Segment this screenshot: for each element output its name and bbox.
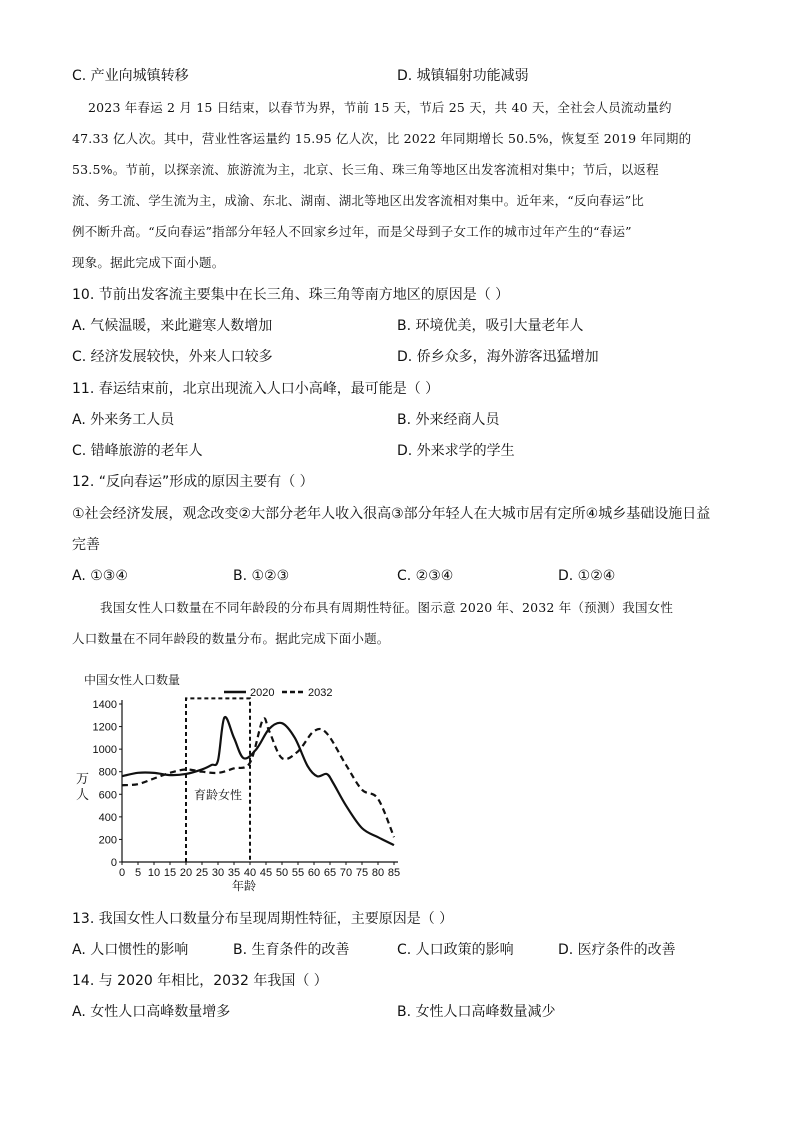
x-tick-label: 10 (147, 867, 161, 879)
q11-stem: 11. 春运结束前，北京出现流入人口小高峰，最可能是（ ） (72, 381, 440, 397)
q9-option-d: D. 城镇辐射功能减弱 (397, 68, 529, 84)
x-tick-label: 55 (291, 867, 305, 879)
x-tick-label: 15 (163, 867, 177, 879)
q12-stem: 12. “反向春运”形成的原因主要有（ ） (72, 474, 314, 490)
legend-label-2020: 2020 (250, 687, 275, 699)
chart-title: 中国女性人口数量 (84, 673, 181, 687)
x-tick-label: 40 (243, 867, 257, 879)
chart-xlabel: 年龄 (232, 879, 257, 893)
q10-option-c: C. 经济发展较快，外来人口较多 (72, 349, 273, 365)
x-tick-label: 60 (307, 867, 321, 879)
q13-option-d: D. 医疗条件的改善 (558, 942, 676, 958)
passage1-line-2: 47.33 亿人次。其中，营业性客运量约 15.95 亿人次，比 2022 年同期增长 50.5%，恢复至 2019 年同期的 (72, 131, 692, 146)
q11-option-b: B. 外来经商人员 (397, 412, 500, 428)
childbearing-age-label: 育龄女性 (193, 787, 243, 802)
chart-axes (93, 699, 401, 879)
passage2-line-2: 人口数量在不同年龄段的数量分布。据此完成下面小题。 (72, 631, 390, 646)
childbearing-age-box (186, 698, 250, 862)
y-tick-label: 800 (98, 766, 117, 779)
q13-option-b: B. 生育条件的改善 (233, 942, 350, 958)
x-tick-label: 75 (355, 867, 369, 879)
x-tick-label: 45 (259, 867, 273, 879)
passage1-line-3: 53.5%。节前，以探亲流、旅游流为主，北京、长三角、珠三角等地区出发客流相对集中；节后，以返程 (72, 162, 659, 177)
female-population-chart (76, 668, 416, 898)
q10-stem: 10. 节前出发客流主要集中在长三角、珠三角等南方地区的原因是（ ） (72, 287, 510, 303)
y-tick-label: 600 (98, 789, 117, 802)
x-tick-label: 0 (118, 867, 126, 879)
q11-option-a: A. 外来务工人员 (72, 412, 175, 428)
q11-option-d: D. 外来求学的学生 (397, 443, 515, 459)
x-tick-label: 5 (134, 867, 142, 879)
x-tick-label: 25 (195, 867, 209, 879)
x-tick-label: 30 (211, 867, 225, 879)
y-tick-label: 1200 (92, 721, 117, 734)
y-tick-label: 200 (98, 834, 117, 847)
q14-option-a: A. 女性人口高峰数量增多 (72, 1004, 231, 1020)
series-line-2032 (122, 718, 394, 837)
y-tick-label: 1400 (92, 699, 117, 711)
q11-option-c: C. 错峰旅游的老年人 (72, 443, 203, 459)
q13-option-a: A. 人口惯性的影响 (72, 942, 189, 958)
chart-marks (122, 698, 394, 862)
q13-stem: 13. 我国女性人口数量分布呈现周期性特征，主要原因是（ ） (72, 911, 454, 927)
chart-ylabel-1: 万 (76, 771, 90, 786)
x-tick-label: 70 (339, 867, 353, 879)
q10-option-b: B. 环境优美，吸引大量老年人 (397, 318, 584, 334)
chart-svg (76, 668, 416, 898)
x-tick-label: 20 (179, 867, 193, 879)
x-tick-label: 50 (275, 867, 289, 879)
q10-option-a: A. 气候温暖，来此避寒人数增加 (72, 318, 273, 334)
x-tick-label: 85 (387, 867, 401, 879)
x-tick-label: 35 (227, 867, 241, 879)
chart-legend (224, 687, 332, 699)
q12-option-d: D. ①②④ (558, 568, 616, 584)
q12-items-line-2: 完善 (72, 537, 100, 553)
q14-stem: 14. 与 2020 年相比，2032 年我国（ ） (72, 973, 328, 989)
x-tick-label: 65 (323, 867, 337, 879)
q12-option-a: A. ①③④ (72, 568, 128, 584)
y-tick-label: 400 (98, 811, 117, 824)
y-tick-label: 1000 (92, 744, 117, 757)
q12-option-b: B. ①②③ (233, 568, 290, 584)
passage1-line-6: 现象。据此完成下面小题。 (72, 255, 225, 270)
q13-option-c: C. 人口政策的影响 (397, 942, 514, 958)
passage1-line-4: 流、务工流、学生流为主，成渝、东北、湖南、湖北等地区出发客流相对集中。近年来，“反向春运”比 (72, 193, 644, 208)
q9-option-c: C. 产业向城镇转移 (72, 68, 189, 84)
q14-option-b: B. 女性人口高峰数量减少 (397, 1004, 556, 1020)
chart-ylabel-2: 人 (76, 787, 90, 802)
q10-option-d: D. 侨乡众多，海外游客迅猛增加 (397, 349, 599, 365)
legend-label-2032: 2032 (308, 687, 333, 699)
passage2-line-1: 我国女性人口数量在不同年龄段的分布具有周期性特征。图示意 2020 年、2032 年（预测）我国女性 (100, 600, 674, 615)
y-tick-label: 0 (110, 857, 117, 869)
q12-option-c: C. ②③④ (397, 568, 454, 584)
passage1-line-1: 2023 年春运 2 月 15 日结束，以春节为界，节前 15 天，节后 25 天，共 40 天，全社会人员流动量约 (88, 100, 672, 115)
x-tick-label: 80 (371, 867, 385, 879)
q12-items-line-1: ①社会经济发展，观念改变②大部分老年人收入很高③部分年轻人在大城市居有定所④城乡基础设施日益 (72, 506, 711, 522)
passage1-line-5: 例不断升高。“反向春运”指部分年轻人不回家乡过年，而是父母到子女工作的城市过年产生的“春运” (72, 224, 632, 239)
